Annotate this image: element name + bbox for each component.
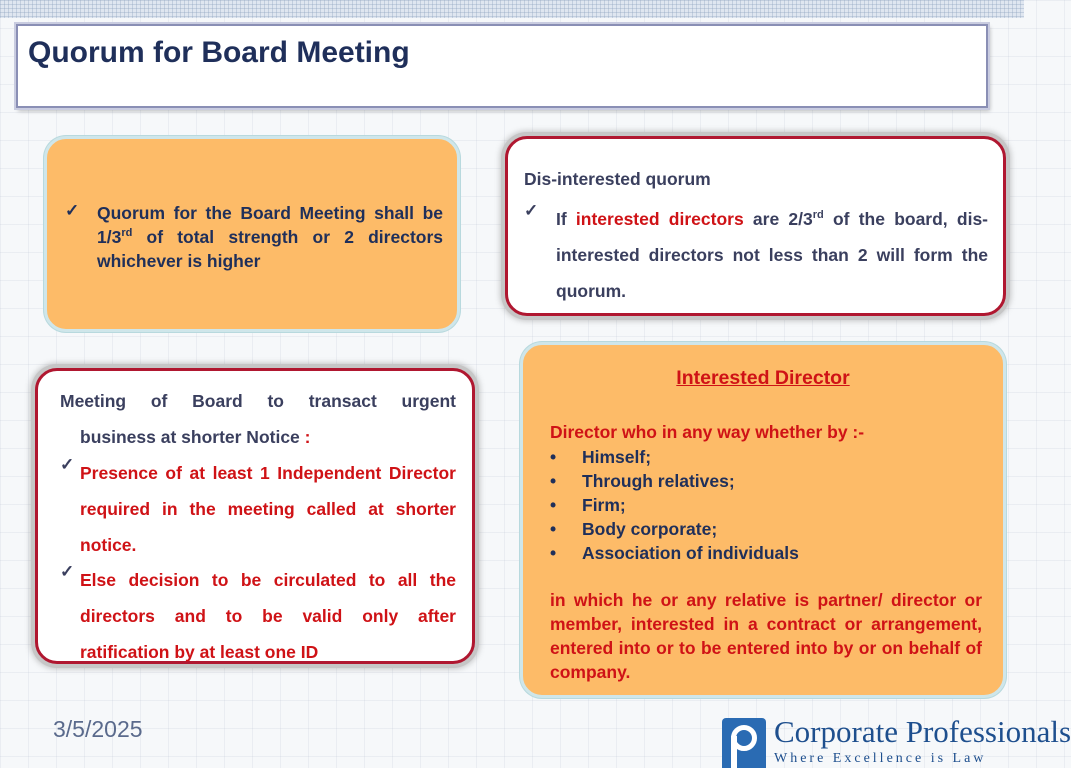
disinterested-quorum-box bbox=[505, 136, 1006, 316]
bullet-icon: • bbox=[550, 543, 557, 563]
quorum-text-a: Quorum for the Board Meeting shall be 1/3 bbox=[97, 203, 443, 247]
urgent-lead-colon: : bbox=[299, 427, 311, 447]
quorum-rule-box bbox=[44, 136, 460, 332]
interested-director-list bbox=[550, 445, 799, 565]
bullet-icon: • bbox=[550, 519, 557, 539]
quorum-text-b: of total strength or 2 directors whichever is higher bbox=[97, 227, 443, 271]
list-item-text: Himself; bbox=[582, 447, 652, 467]
disinterested-heading: Dis-interested quorum bbox=[524, 169, 711, 189]
list-item bbox=[550, 445, 799, 469]
interested-director-intro: Director who in any way whether by :- bbox=[550, 422, 865, 442]
list-item-text: Body corporate; bbox=[582, 519, 718, 539]
top-pattern-strip bbox=[0, 0, 1024, 18]
list-item bbox=[550, 541, 799, 565]
bullet-icon: • bbox=[550, 447, 557, 467]
urgent-item-1-text: Presence of at least 1 Independent Director required in the meeting called at shorter notice. bbox=[80, 463, 456, 555]
list-item-text: Firm; bbox=[582, 495, 626, 515]
list-item-text: Through relatives; bbox=[582, 471, 735, 491]
page-title: Quorum for Board Meeting bbox=[28, 36, 410, 69]
checkmark-icon: ✓ bbox=[65, 201, 80, 220]
urgent-item-2 bbox=[60, 562, 456, 670]
interested-directors-highlight: interested directors bbox=[575, 209, 744, 229]
disinterested-text-c: of the board, dis-interested directors not less than 2 will form the quorum. bbox=[556, 209, 989, 301]
list-item bbox=[550, 469, 799, 493]
quorum-rule-item bbox=[65, 201, 445, 273]
urgent-item-1 bbox=[60, 455, 456, 563]
disinterested-text bbox=[556, 201, 988, 309]
urgent-meeting-box bbox=[35, 368, 475, 664]
interested-director-heading: Interested Director bbox=[676, 367, 850, 389]
disinterested-text-b: are 2/3 bbox=[743, 209, 813, 229]
company-logo bbox=[720, 714, 1071, 768]
logo-name: Corporate Professionals bbox=[774, 714, 1071, 749]
list-item-text: Association of individuals bbox=[582, 543, 799, 563]
interested-director-closing: in which he or any relative is partner/ director or member, interested in a contract or arrangement, entered into or to be entered into by or on behalf of company. bbox=[550, 590, 982, 682]
slide-date: 3/5/2025 bbox=[53, 716, 143, 742]
disinterested-item bbox=[524, 201, 990, 309]
disinterested-sup: rd bbox=[812, 209, 824, 222]
quorum-sup: rd bbox=[121, 227, 133, 240]
checkmark-icon: ✓ bbox=[60, 562, 75, 581]
quorum-rule-text bbox=[97, 201, 443, 273]
urgent-lead bbox=[60, 383, 456, 455]
list-item bbox=[550, 517, 799, 541]
bullet-icon: • bbox=[550, 471, 557, 491]
urgent-lead-line2-text: business at shorter Notice bbox=[80, 427, 300, 447]
bullet-icon: • bbox=[550, 495, 557, 515]
urgent-lead-line1: Meeting of Board to transact urgent bbox=[60, 391, 456, 411]
urgent-lead-line2 bbox=[60, 419, 456, 455]
logo-tagline: Where Excellence is Law bbox=[774, 751, 987, 766]
title-box bbox=[16, 24, 988, 108]
urgent-item-2-text: Else decision to be circulated to all the directors and to be valid only after ratification by at least one ID bbox=[80, 570, 456, 662]
checkmark-icon: ✓ bbox=[60, 455, 75, 474]
interested-director-box bbox=[520, 342, 1006, 698]
disinterested-text-a: If bbox=[556, 209, 576, 229]
cp-logo-icon bbox=[722, 718, 766, 768]
list-item bbox=[550, 493, 799, 517]
checkmark-icon: ✓ bbox=[524, 201, 539, 220]
